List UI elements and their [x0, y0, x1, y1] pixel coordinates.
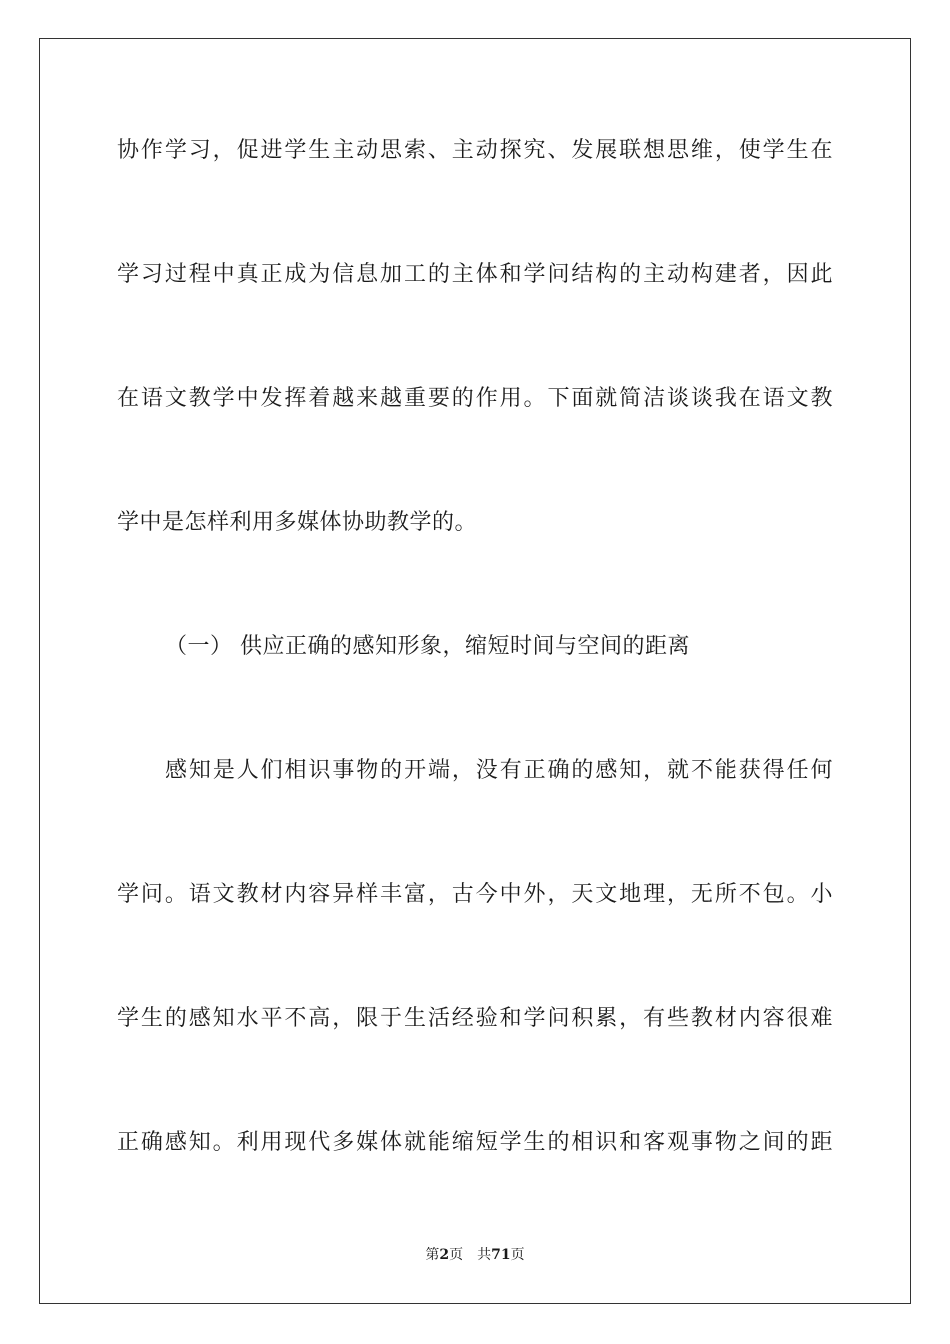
body-line-3: 在语文教学中发挥着越来越重要的作用。下面就简洁谈谈我在语文教: [117, 386, 833, 411]
page-frame: [39, 38, 911, 1304]
footer-total-pages: 71: [491, 1247, 511, 1263]
body-line-1: 协作学习，促进学生主动思索、主动探究、发展联想思维，使学生在: [117, 138, 833, 163]
section-heading: （一） 供应正确的感知形象，缩短时间与空间的距离: [165, 634, 690, 659]
footer-prefix: 第: [425, 1247, 440, 1263]
footer-total-prefix: 共: [477, 1247, 492, 1263]
body-line-8: 学生的感知水平不高，限于生活经验和学问积累，有些教材内容很难: [117, 1006, 833, 1031]
footer-total-unit: 页: [510, 1247, 525, 1263]
body-line-4: 学中是怎样利用多媒体协助教学的。: [117, 510, 478, 535]
footer-page-unit: 页: [449, 1247, 464, 1263]
body-line-7: 学问。语文教材内容异样丰富，古今中外，天文地理，无所不包。小: [117, 882, 833, 907]
footer-current-page: 2: [439, 1247, 450, 1263]
body-line-2: 学习过程中真正成为信息加工的主体和学问结构的主动构建者，因此: [117, 262, 833, 287]
body-line-6: 感知是人们相识事物的开端，没有正确的感知，就不能获得任何: [165, 758, 833, 783]
body-line-9: 正确感知。利用现代多媒体就能缩短学生的相识和客观事物之间的距: [117, 1130, 833, 1155]
page-footer: [0, 1245, 950, 1265]
